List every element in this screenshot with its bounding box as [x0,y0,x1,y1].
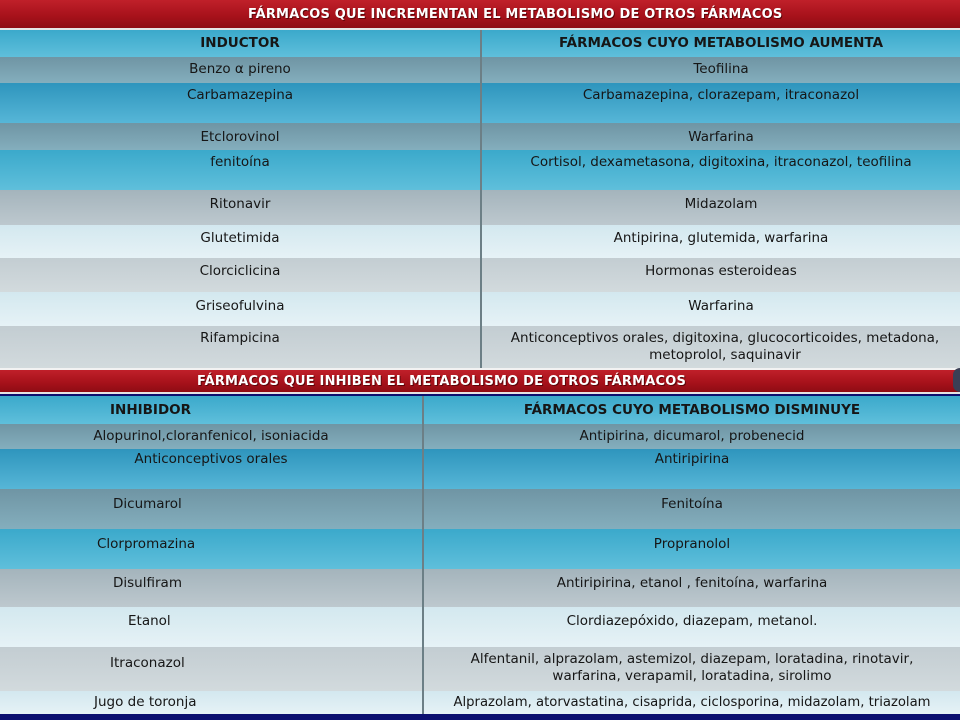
row-drug: Carbamazepina [0,83,482,123]
row-drug: Glutetimida [0,225,482,258]
row-affected: Fenitoína [661,496,723,512]
row-drug: Etclorovinol [0,123,482,150]
row-affected: Anticonceptivos orales, digitoxina, glucocorticoides, metadona, metoprolol, saquinavir [510,330,940,363]
row-drug: Anticonceptivos orales [0,449,424,489]
table-header-row [0,396,960,424]
row-drug: Clorpromazina [0,529,424,569]
table-row [0,424,960,449]
bottom-bar [0,714,960,720]
row-drug: Clorciclicina [0,258,482,292]
inducers-table [0,30,960,368]
table-row [0,150,960,190]
row-drug: Benzo α pireno [0,57,482,83]
table-row [0,83,960,123]
table-row [0,647,960,691]
table-row [0,529,960,569]
row-drug: Rifampicina [0,326,482,368]
row-drug: Disulfiram [0,569,424,607]
row-affected: Alprazolam, atorvastatina, cisaprida, ciclosporina, midazolam, triazolam [453,695,931,710]
row-drug: Etanol [0,607,424,647]
table-row [0,57,960,83]
row-affected: Warfarina [688,298,754,314]
row-drug: Dicumarol [0,489,424,529]
row-drug: fenitoína [0,150,482,190]
row-affected: Hormonas esteroideas [645,263,797,279]
header-affected-decrease: FÁRMACOS CUYO METABOLISMO DISMINUYE [523,401,861,418]
row-affected: Antiripirina, etanol , fenitoína, warfarina [556,575,828,591]
header-inhibidor: INHIBIDOR [0,396,424,424]
row-affected: Cortisol, dexametasona, digitoxina, itraconazol, teofilina [530,154,912,170]
table-row [0,258,960,292]
table-row [0,607,960,647]
table-header-row [0,30,960,57]
inducers-title-banner [0,0,960,30]
table-row [0,326,960,368]
row-affected: Warfarina [688,129,754,145]
row-drug: Griseofulvina [0,292,482,326]
row-affected: Antipirina, dicumarol, probenecid [579,428,805,444]
row-affected: Alfentanil, alprazolam, astemizol, diazepam, loratadina, rinotavir, warfarina, verapamil, loratadina, sirolimo [470,651,914,684]
row-drug: Jugo de toronja [0,691,424,714]
table-row [0,569,960,607]
row-affected: Carbamazepina, clorazepam, itraconazol [582,87,860,103]
inhibitors-table [0,396,960,714]
row-affected: Teofilina [693,61,749,77]
row-affected: Antiripirina [654,451,730,467]
table-row [0,691,960,714]
row-affected: Midazolam [684,196,758,212]
table-row [0,449,960,489]
inhibitors-title: FÁRMACOS QUE INHIBEN EL METABOLISMO DE OTROS FÁRMACOS [197,373,687,389]
table-row [0,292,960,326]
header-inductor: INDUCTOR [0,30,482,57]
table-row [0,190,960,225]
inducers-title: FÁRMACOS QUE INCREMENTAN EL METABOLISMO DE OTROS FÁRMACOS [248,6,783,22]
row-drug: Ritonavir [0,190,482,225]
table-row [0,123,960,150]
row-affected: Antipirina, glutemida, warfarina [613,230,829,246]
table-row [0,489,960,529]
edge-decoration [953,368,960,392]
table-row [0,225,960,258]
row-affected: Clordiazepóxido, diazepam, metanol. [566,613,818,629]
row-drug: Itraconazol [0,647,424,691]
header-affected-increase: FÁRMACOS CUYO METABOLISMO AUMENTA [558,35,884,51]
row-drug: Alopurinol,cloranfenicol, isoniacida [0,424,424,449]
row-affected: Propranolol [653,536,731,552]
inhibitors-title-banner [0,368,960,394]
